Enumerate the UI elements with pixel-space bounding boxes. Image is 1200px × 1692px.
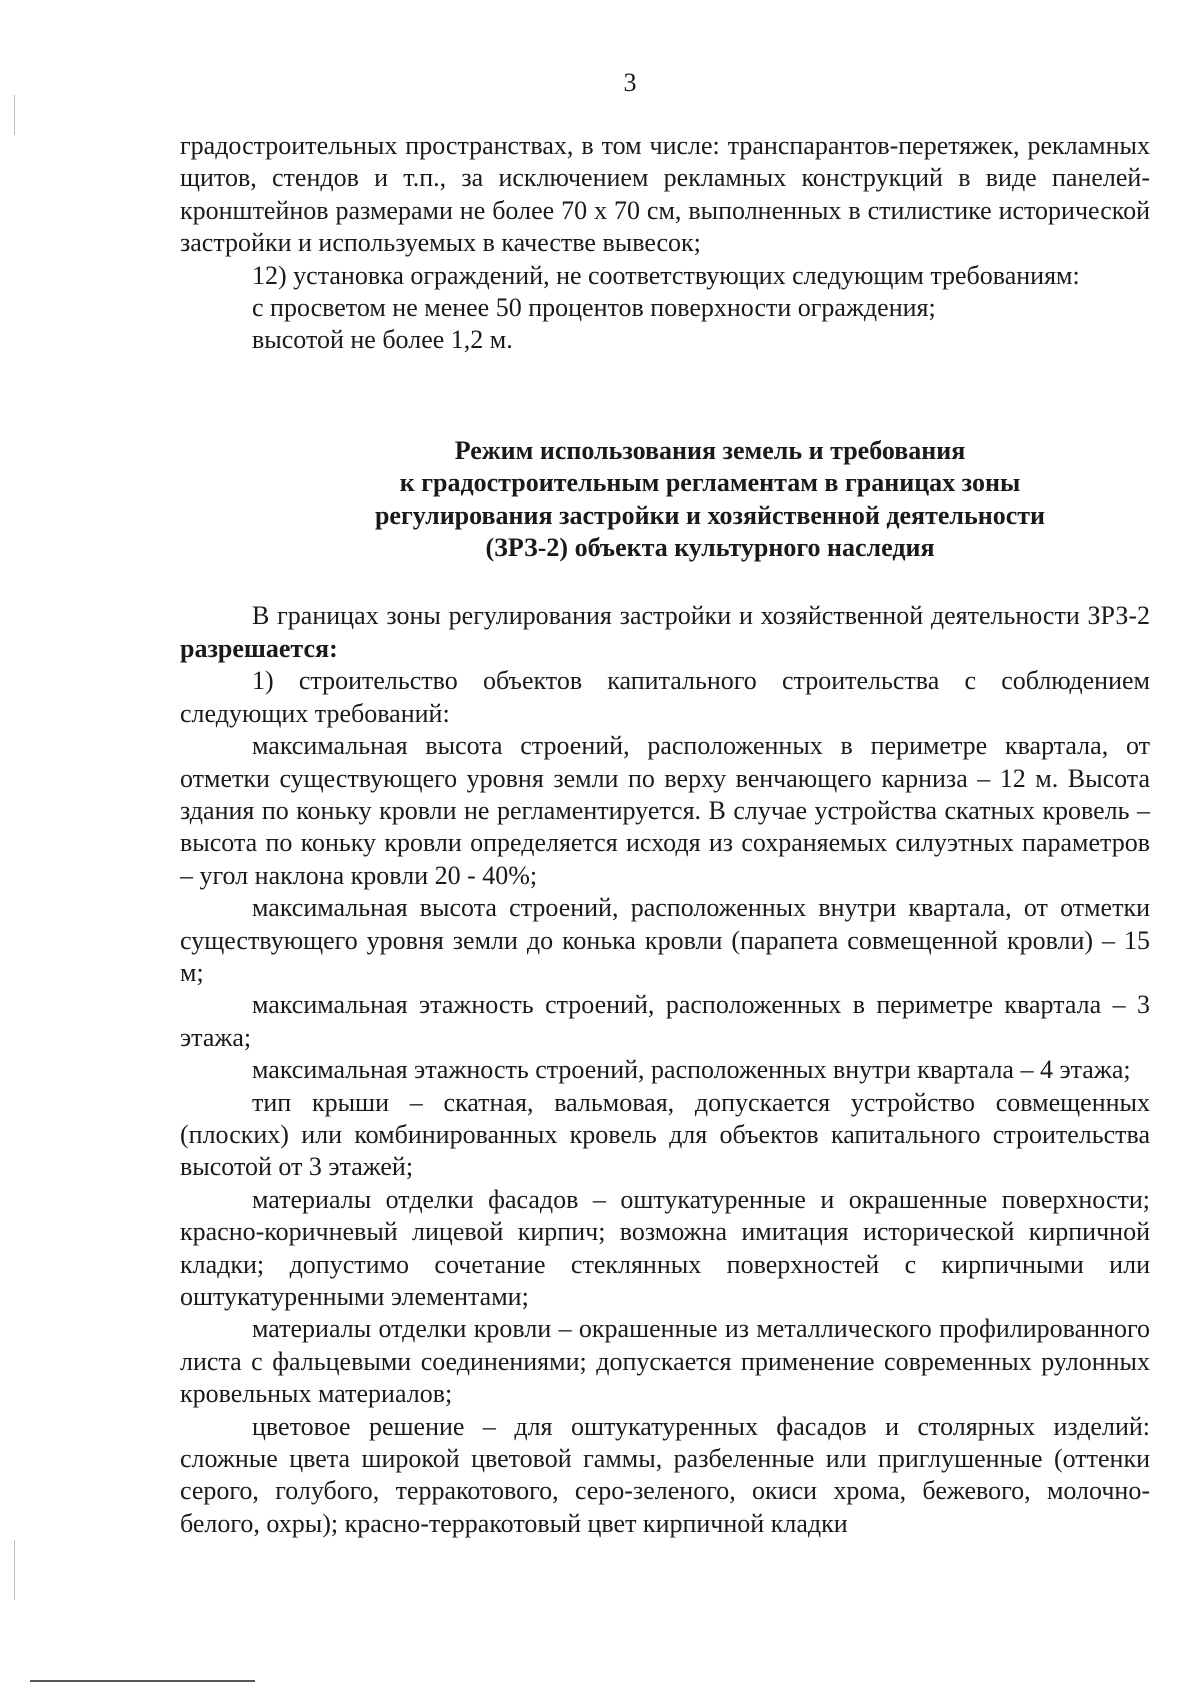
intro-paragraph: градостроительных пространствах, в том числе: транспарантов-перетяжек, рекламных щитов, стендов и т.п., за исключением рекламных конструкций в виде панелей-кронштейнов размерами не более 70 х 70 см, выполненных в стилистике исторической застройки и используемых в качестве вывесок; — [180, 131, 1150, 258]
document-body — [180, 130, 1150, 1540]
requirements-list — [180, 665, 1150, 1540]
body-paragraph: максимальная этажность строений, расположенных внутри квартала – 4 этажа; — [252, 1055, 1131, 1085]
intro-paragraph: 12) установка ограждений, не соответствующих следующим требованиям: — [252, 260, 1080, 290]
page-number: 3 — [623, 68, 637, 97]
lead-paragraph-bold: разрешается: — [180, 633, 338, 663]
lead-paragraph-text: В границах зоны регулирования застройки и хозяйственной деятельности ЗРЗ-2 — [252, 601, 1150, 631]
section-heading-line: регулирования застройки и хозяйственной деятельности — [374, 500, 1046, 530]
section-heading — [180, 435, 1150, 565]
footer-rule — [30, 1680, 255, 1682]
body-paragraph: 1) строительство объектов капитального строительства с соблюдением следующих требований: — [180, 666, 1150, 728]
scan-margin-mark-bottom — [14, 1540, 15, 1600]
section-heading-line: Режим использования земель и требования — [454, 435, 966, 465]
scan-margin-mark-top — [14, 95, 15, 135]
lead-paragraph — [180, 600, 1150, 665]
body-paragraph: максимальная высота строений, расположенных внутри квартала, от отметки существующего уровня земли до конька кровли (парапета совмещенной кровли) – 15 м; — [180, 893, 1150, 987]
body-paragraph: максимальная высота строений, расположенных в периметре квартала, от отметки существующего уровня земли по верху венчающего карниза – 12 м. Высота здания по коньку кровли не регламентируется. В случае устройства скатных кровель – высота по коньку кровли определяется исходя из сохраняемых силуэтных параметров – угол наклона кровли 20 - 40%; — [180, 731, 1150, 890]
intro-paragraph: с просветом не менее 50 процентов поверхности ограждения; — [252, 293, 936, 323]
body-paragraph: материалы отделки кровли – окрашенные из металлического профилированного листа с фальцевыми соединениями; допускается применение современных рулонных кровельных материалов; — [180, 1314, 1150, 1409]
body-paragraph: тип крыши – скатная, вальмовая, допускается устройство совмещенных (плоских) или комбинированных кровель для объектов капитального строительства высотой от 3 этажей; — [180, 1087, 1150, 1182]
body-paragraph: цветовое решение – для оштукатуренных фасадов и столярных изделий: сложные цвета широкой цветовой гаммы, разбеленные или приглушенные (оттенки серого, голубого, терракотового, серо-зеленого, окиси хрома, бежевого, молочно-белого, охры); красно-терракотовый цвет кирпичной кладки — [180, 1411, 1150, 1538]
section-heading-line: к градостроительным регламентам в границах зоны — [399, 468, 1021, 498]
section-heading-line: (ЗРЗ-2) объекта культурного наследия — [485, 533, 935, 563]
intro-paragraph: высотой не более 1,2 м. — [252, 325, 513, 355]
body-paragraph: материалы отделки фасадов – оштукатуренные и окрашенные поверхности; красно-коричневый лицевой кирпич; возможна имитация исторической кирпичной кладки; допустимо сочетание стеклянных поверхностей с кирпичными или оштукатуренными элементами; — [180, 1184, 1150, 1311]
body-paragraph: максимальная этажность строений, расположенных в периметре квартала – 3 этажа; — [180, 990, 1150, 1052]
intro-section — [180, 130, 1150, 357]
